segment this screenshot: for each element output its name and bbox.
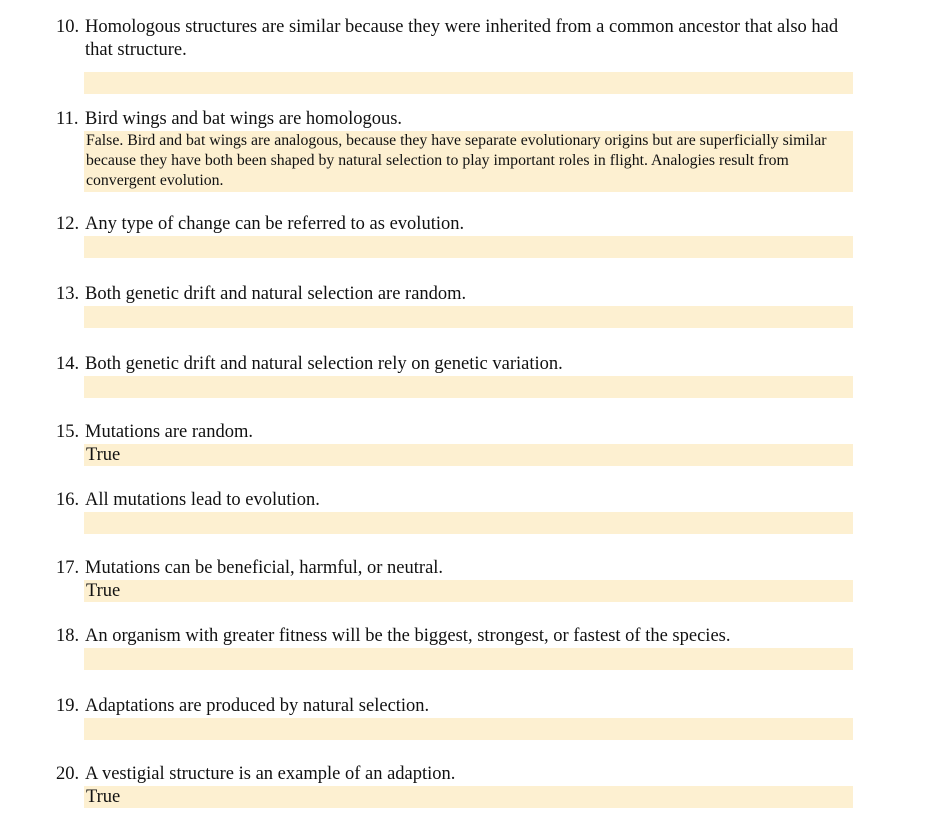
answer-field-18[interactable] [84,648,853,670]
answer-field-13[interactable] [84,306,853,328]
question-text: Adaptations are produced by natural selection. [85,696,430,716]
question-text: A vestigial structure is an example of an adaption. [85,764,456,784]
question-number: 20. [56,764,80,784]
question-text: Any type of change can be referred to as evolution. [85,214,465,234]
question-text: An organism with greater fitness will be the biggest, strongest, or fastest of the species. [85,626,731,646]
question-text: All mutations lead to evolution. [85,490,320,510]
question-number: 16. [56,490,80,510]
question-number: 18. [56,626,80,646]
question-number: 17. [56,558,80,578]
question-text: Both genetic drift and natural selection rely on genetic variation. [85,354,563,374]
question-17 [56,557,856,602]
question-12 [56,213,856,258]
question-text: Mutations can be beneficial, harmful, or neutral. [85,558,444,578]
question-20 [56,763,856,808]
question-number: 14. [56,354,80,374]
answer-field-14[interactable] [84,376,853,398]
question-number: 11. [56,109,79,129]
question-number: 12. [56,214,80,234]
answer-field-17[interactable]: True [84,580,853,602]
question-text: Mutations are random. [85,422,253,442]
question-15 [56,421,856,466]
question-text: Both genetic drift and natural selection are random. [85,284,467,304]
question-text: Homologous structures are similar because they were inherited from a common ancestor that also had that structure. [85,17,839,60]
question-11 [56,108,856,192]
answer-field-20[interactable]: True [84,786,853,808]
answer-field-15[interactable]: True [84,444,853,466]
question-13 [56,283,856,328]
question-10 [56,16,856,94]
answer-field-11[interactable]: False. Bird and bat wings are analogous, because they have separate evolutionary origins but are superficially similar because they have both been shaped by natural selection to play important roles in flight. Analogies result from convergent evolution. [84,131,853,192]
question-number: 10. [56,17,80,37]
answer-field-12[interactable] [84,236,853,258]
answer-field-19[interactable] [84,718,853,740]
question-19 [56,695,856,740]
question-number: 15. [56,422,80,442]
answer-field-10[interactable] [84,72,853,94]
answer-field-16[interactable] [84,512,853,534]
question-text: Bird wings and bat wings are homologous. [85,109,403,129]
question-14 [56,353,856,398]
question-number: 19. [56,696,80,716]
question-16 [56,489,856,534]
question-number: 13. [56,284,80,304]
question-18 [56,625,856,670]
